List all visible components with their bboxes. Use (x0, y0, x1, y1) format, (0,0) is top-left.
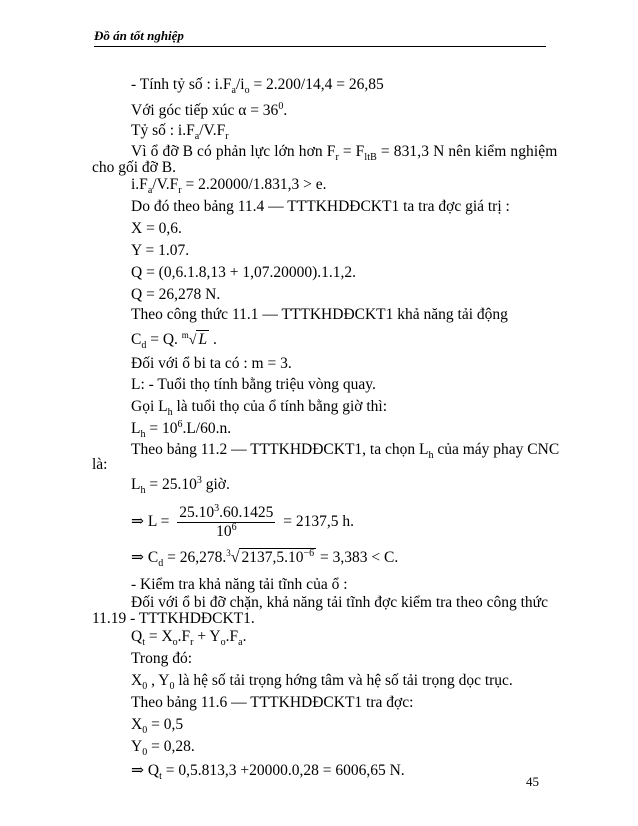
text-line: Q = (0,6.1.8,13 + 1,07.20000).1.1,2. (131, 264, 356, 281)
header-divider (94, 46, 546, 47)
page-number: 45 (526, 774, 539, 789)
text-line: Gọi $L_h$ là tuổi thọ của ổ tính bằng giờ thì: (131, 398, 387, 419)
text-line: $Y_0 = 0,28$. (131, 738, 195, 759)
text-line: Đối với ổ bi ta có : m = 3. (131, 355, 292, 372)
text-line: là: (92, 456, 108, 473)
text-line: - Kiểm tra khả năng tải tĩnh của ổ : (131, 576, 348, 593)
text-line: $Q_t = X_o.F_r + Y_o.F_a$. (131, 628, 247, 649)
text-line: Vì ổ đỡ B có phản lực lớn hơn $F_r = F_{ltB} = 831,3$ N nên kiểm nghiệm (131, 143, 558, 164)
text-line: cho gối đỡ B. (92, 159, 176, 176)
fraction: $\frac{25.10^3.60.1425}{10^6}$ (179, 502, 274, 540)
text-line: Q = 26,278 N. (131, 286, 221, 303)
text-line: $X_0$ , $Y_0$ là hệ số tải trọng hớng tâm và hệ số tải trọng dọc trục. (131, 672, 513, 693)
text-line: $i.F_a/V.F_r = 2.20000/1.831,3 > e$. (131, 176, 327, 197)
text-line: Với góc tiếp xúc $\alpha = 36^0$. (131, 100, 288, 119)
text-line: Tỷ số : $i.F_a/V.F_r$ (131, 122, 229, 143)
formula-L: ⇒ L = $\frac{25.10^3.60.1425}{10^6}$ = 2137,5 h. (131, 502, 354, 540)
text-line: Đối với ổ bi đỡ chặn, khả năng tải tĩnh đợc kiểm tra theo công thức (131, 594, 548, 611)
page-header-title: Đồ án tốt nghiệp (94, 28, 184, 43)
text-line: Trong đó: (131, 650, 193, 667)
text-line: Theo bảng 11.2 — TTTKHDĐCKT1, ta chọn $L_h$ của máy phay CNC (131, 441, 560, 462)
text-line: - Tính tỷ số : $i.F_a/i_o = 2.200/14,4 = 26,85$ (131, 76, 384, 97)
text-line: Theo bảng 11.6 — TTTKHDĐCKT1 tra đợc: (131, 694, 414, 711)
text-line: Y = 1.07. (131, 242, 190, 259)
text-line: L: - Tuổi thọ tính bằng triệu vòng quay. (131, 376, 376, 393)
text-line: ⇒ $Q_t = 0,5.813,3 +20000.0,28 = 6006,65$ N. (131, 762, 405, 783)
text-line: $X_0 = 0,5$ (131, 716, 184, 737)
text-line: 11.19 - TTTKHDĐCKT1. (92, 610, 255, 627)
formula-cd-result: ⇒ $C_d = 26,278.^3√$ $2137,5.10^{-6} = 3,383 < C$. (131, 547, 399, 570)
text-line: Theo công thức 11.1 — TTTKHDĐCKT1 khả năng tải động (131, 306, 508, 323)
text-line: X = 0,6. (131, 220, 182, 237)
formula-cd: $C_d = Q$. $^m$√ L . (131, 330, 217, 352)
text-line: $L_h = 25.10^3$ giờ. (131, 474, 230, 497)
text-line: Do đó theo bảng 11.4 — TTTKHDĐCKT1 ta tra đợc giá trị : (131, 198, 510, 215)
text-line: $L_h = 10^6.L/60.n$. (131, 418, 232, 441)
